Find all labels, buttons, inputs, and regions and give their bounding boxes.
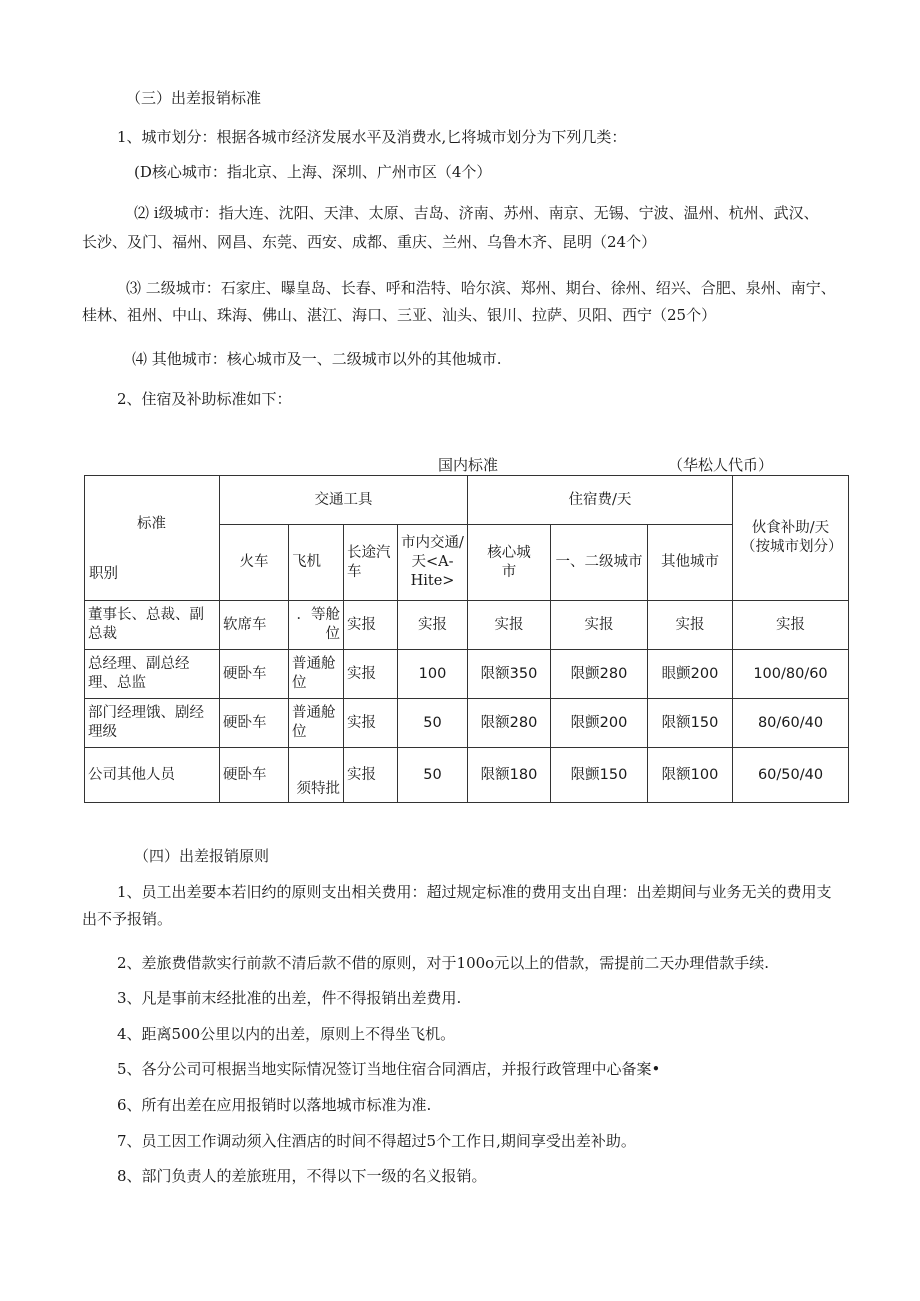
row-tier12: 限颤150 [551,748,648,803]
principle-3: 3、凡是事前末经批准的出差，件不得报销出差费用. [117,989,462,1007]
table-header-row-1 [85,476,849,525]
table-row [85,601,849,650]
header-plane: 飞机 [289,525,344,601]
table-row [85,650,849,699]
row-core: 限额180 [468,748,551,803]
table-caption-domestic: 国内标准 [438,456,499,474]
row-core: 限额350 [468,650,551,699]
row-position: 董事长、总裁、副总裁 [85,601,220,650]
table-row [85,748,849,803]
row-meal: 100/80/60 [733,650,849,699]
principle-5: 5、各分公司可根据当地实际情况签订当地住宿合同酒店，并报行政管理中心备案• [117,1060,661,1078]
section3-title: （三）出差报销标准 [126,89,262,107]
header-meal-allowance: 伙食补助/天（按城市划分） [733,476,849,601]
row-meal: 实报 [733,601,849,650]
table-caption-currency: （华松人代币） [668,456,774,474]
row-meal: 80/60/40 [733,699,849,748]
header-lodging: 住宿费/天 [468,476,733,525]
row-local: 50 [398,748,468,803]
principle-1-line1: 1、员工出差要本若旧约的原则支出相关费用：超过规定标准的费用支出自理：出差期间与业务无关的费用支 [117,883,832,901]
corner-standard-label: 标准 [137,516,166,532]
tier2-cities-line1: ⑶ 二级城市：石家庄、曝皇岛、长春、呼和浩特、哈尔滨、郑州、期台、徐州、绍兴、合肥、泉州、南宁、 [126,279,836,297]
principle-6: 6、所有出差在应用报销时以落地城市标准为准. [117,1096,432,1114]
row-position: 总经理、副总经理、总监 [85,650,220,699]
row-tier12: 限颤280 [551,650,648,699]
tier1-cities-line2: 长沙、及门、福州、网昌、东莞、西安、成都、重庆、兰州、乌鲁木齐、昆明（24个） [82,233,657,251]
principle-2: 2、差旅费借款实行前款不清后款不借的原则，对于100o元以上的借款，需提前二天办理借款手续. [117,954,769,972]
row-tier12: 限颤200 [551,699,648,748]
header-core-city: 核心城市 [468,525,551,601]
tier2-cities-line2: 桂林、祖州、中山、珠海、佛山、湛江、海口、三亚、汕头、银川、拉萨、贝阳、西宁（25个） [82,306,717,324]
row-train: 硬卧车 [220,699,289,748]
header-train: 火车 [220,525,289,601]
table-row [85,699,849,748]
corner-position-label: 职别 [89,566,118,582]
row-local: 实报 [398,601,468,650]
city-division-intro: 1、城市划分：根据各城市经济发展水平及消费水,匕将城市划分为下列几类： [117,128,627,146]
row-bus: 实报 [344,748,398,803]
header-other-city: 其他城市 [648,525,733,601]
principle-7: 7、员工因工作调动须入住酒店的时间不得超过5个工作日,期间享受出差补助。 [117,1132,636,1150]
core-cities: (D核心城市：指北京、上海、深圳、广州市区（4个） [134,163,492,181]
corner-header [85,476,220,601]
principle-8: 8、部门负责人的差旅班用，不得以下一级的名义报销。 [117,1167,487,1185]
row-bus: 实报 [344,650,398,699]
row-other: 实报 [648,601,733,650]
row-local: 50 [398,699,468,748]
row-position: 公司其他人员 [85,748,220,803]
tier1-cities-line1: ⑵ i级城市：指大连、沈阳、天津、太原、吉岛、济南、苏州、南京、无锡、宁波、温州、杭州、武汉、 [134,204,819,222]
row-train: 硬卧车 [220,748,289,803]
row-position: 部门经理饿、剧经理级 [85,699,220,748]
row-other: 限额150 [648,699,733,748]
row-core: 限额280 [468,699,551,748]
header-tier12-city: 一、二级城市 [551,525,648,601]
header-bus: 长途汽车 [344,525,398,601]
row-tier12: 实报 [551,601,648,650]
expense-standard-table [84,475,849,803]
row-plane: 普通舱位 [289,699,344,748]
row-train: 硬卧车 [220,650,289,699]
row-meal: 60/50/40 [733,748,849,803]
row-other: 眼颤200 [648,650,733,699]
row-plane: 普通舱位 [289,650,344,699]
row-local: 100 [398,650,468,699]
other-cities: ⑷ 其他城市：核心城市及一、二级城市以外的其他城市. [132,350,502,368]
header-transport: 交通工具 [220,476,468,525]
row-plane: 须特批 [289,748,344,803]
row-plane: ．等舱位 [289,601,344,650]
principle-4: 4、距离500公里以内的出差，原则上不得坐飞机。 [117,1025,456,1043]
principle-1-line2: 出不予报销。 [82,910,173,928]
row-bus: 实报 [344,699,398,748]
lodging-intro: 2、住宿及补助标准如下： [117,390,292,408]
row-bus: 实报 [344,601,398,650]
row-core: 实报 [468,601,551,650]
row-other: 限额100 [648,748,733,803]
row-train: 软席车 [220,601,289,650]
header-local-transport: 市内交通/天<A-Hite> [398,525,468,601]
section4-title: （四）出差报销原则 [134,847,270,865]
